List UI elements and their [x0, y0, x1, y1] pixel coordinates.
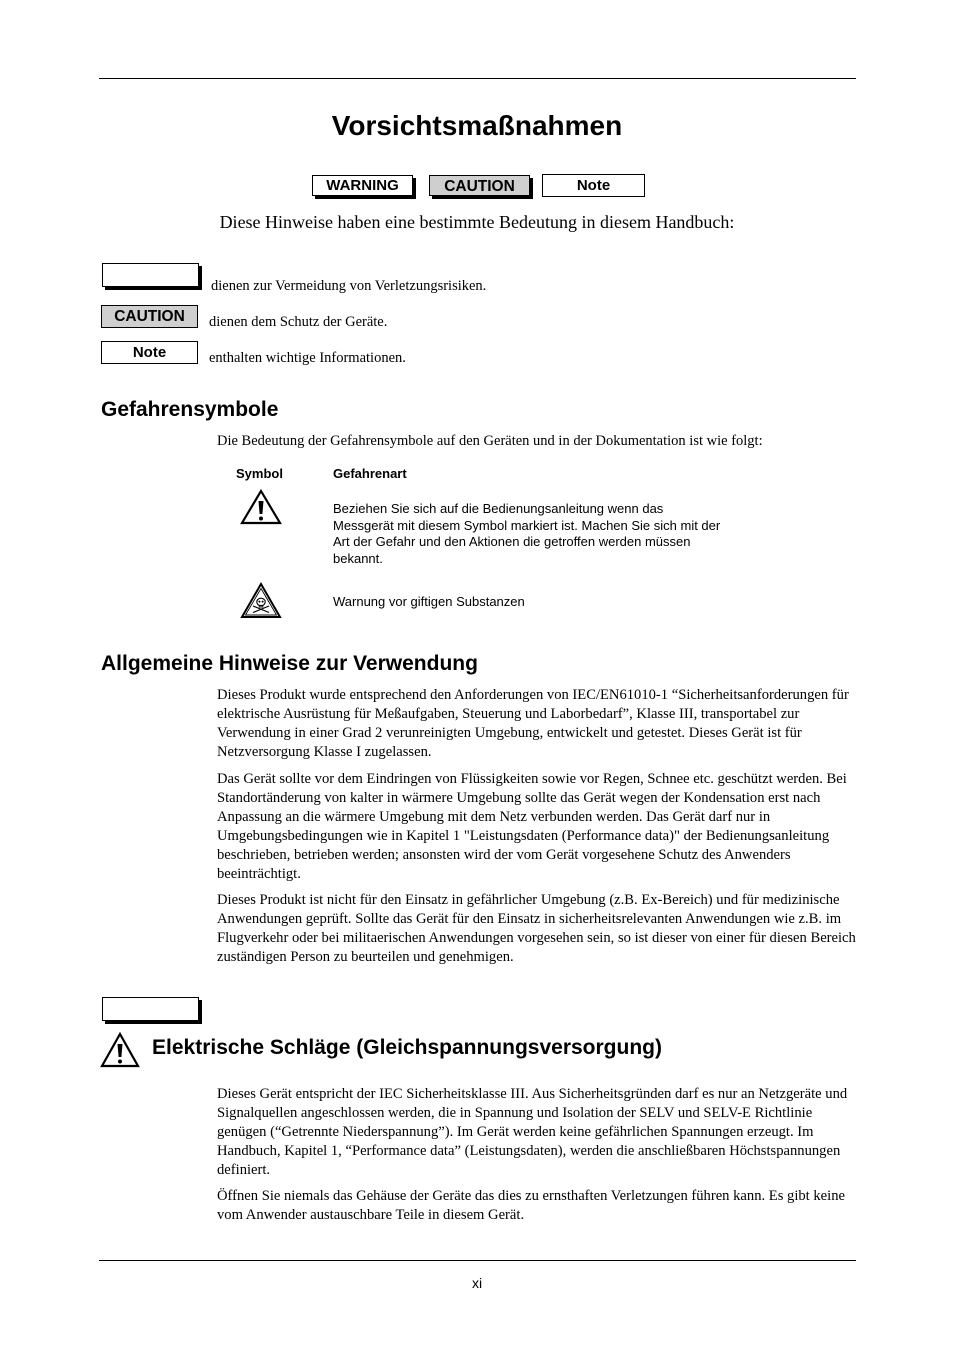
usage-heading: Allgemeine Hinweise zur Verwendung [101, 652, 478, 675]
legend-warning-text: dienen zur Vermeidung von Verletzungsrisiken. [211, 278, 487, 294]
legend-note-text: enthalten wichtige Informationen. [209, 350, 406, 366]
hazard-intro: Die Bedeutung der Gefahrensymbole auf den Geräten und in der Dokumentation ist wie folgt: [217, 433, 763, 449]
hazard-row-2-text: Warnung vor giftigen Substanzen [333, 594, 525, 609]
hazard-heading: Gefahrensymbole [101, 398, 279, 421]
type-column-header: Gefahrenart [333, 466, 407, 481]
usage-paragraph-3: Dieses Produkt ist nicht für den Einsatz in gefährlicher Umgebung (z.B. Ex-Bereich) und für medizinische Anwendungen geprüft. Sollte das Gerät für den Einsatz in sicherheitsrelevanten Anwendungen wie z.B. im Flugverkehr oder bei militaerischen Anwendungen vorgesehen sein, so ist dieser von einer für diesen Bereich zuständigen Person zu beurteilen und genehmigen. [217, 892, 856, 965]
shock-paragraph-1: Dieses Gerät entspricht der IEC Sicherheitsklasse III. Aus Sicherheitsgründen darf es nur an Netzgeräte und Signalquellen angeschlossen werden, die in Spannung und Isolation der SELV und SELV-E Richtlinie genügen (“Getrennte Niederspannung”). Im Gerät werden keine gefährlichen Spannungen erzeugt. Im Handbuch, Kapitel 1, “Performance data” (Leistungsdaten), werden die anschließbaren Höchstspannungen definiert. [217, 1086, 848, 1178]
intro-text: Diese Hinweise haben eine bestimmte Bedeutung in diesem Handbuch: [219, 212, 735, 232]
warning-label-sample: WARNING [312, 175, 413, 196]
warning-label-blank-2 [102, 997, 199, 1021]
shock-paragraph-2: Öffnen Sie niemals das Gehäuse der Geräte das dies zu ernsthaften Verletzungen führen kann. Es gibt keine vom Anwender austauschbare Teile in diesem Gerät. [217, 1188, 845, 1223]
warning-triangle-icon [240, 489, 282, 525]
warning-label-blank [102, 263, 199, 287]
shock-heading: Elektrische Schläge (Gleichspannungsversorgung) [152, 1036, 662, 1059]
usage-paragraph-2: Das Gerät sollte vor dem Eindringen von Flüssigkeiten sowie vor Regen, Schnee etc. geschützt werden. Bei Standortänderung von kalter in wärmere Umgebung sollte das Gerät wegen der Kondensation erst nach Anpassung an die wärmere Umgebung mit dem Netz verbunden werden. Das Gerät darf nur in Umgebungsbedingungen wie in Kapitel 1 "Leistungsdaten (Performance data)" der Bedienungsanleitung beschrieben, betrieben werden; ansonsten wird der vom Gerät vorgesehene Schutz des Anwenders beeinträchtigt. [217, 771, 847, 882]
legend-caution-label: CAUTION [101, 305, 198, 328]
legend-caution-text: dienen dem Schutz der Geräte. [209, 314, 388, 330]
symbol-column-header: Symbol [236, 466, 283, 481]
note-label-sample: Note [542, 174, 645, 197]
legend-note-label: Note [101, 341, 198, 364]
page-number: xi [471, 1275, 483, 1291]
shock-warning-icon [100, 1032, 140, 1068]
caution-label-sample: CAUTION [429, 175, 530, 196]
bottom-rule [99, 1260, 856, 1261]
page-title: Vorsichtsmaßnahmen [331, 110, 623, 141]
toxic-skull-icon [240, 582, 282, 619]
usage-paragraph-1: Dieses Produkt wurde entsprechend den Anforderungen von IEC/EN61010-1 “Sicherheitsanforderungen für elektrische Ausrüstung für Meßaufgaben, Steuerung und Laborbedarf”, Klasse III, transportabel zur Verwendung in einer Grad 2 verunreinigten Umgebung, entwickelt und getestet. Dieses Gerät ist für Netzversorgung Klasse I zugelassen. [217, 687, 849, 760]
top-rule [99, 78, 856, 79]
hazard-row-1-text: Beziehen Sie sich auf die Bedienungsanleitung wenn das Messgerät mit diesem Symbol markiert ist. Machen Sie sich mit der Art der Gefahr und den Aktionen die getroffen werden müssen bekannt. [333, 501, 721, 566]
